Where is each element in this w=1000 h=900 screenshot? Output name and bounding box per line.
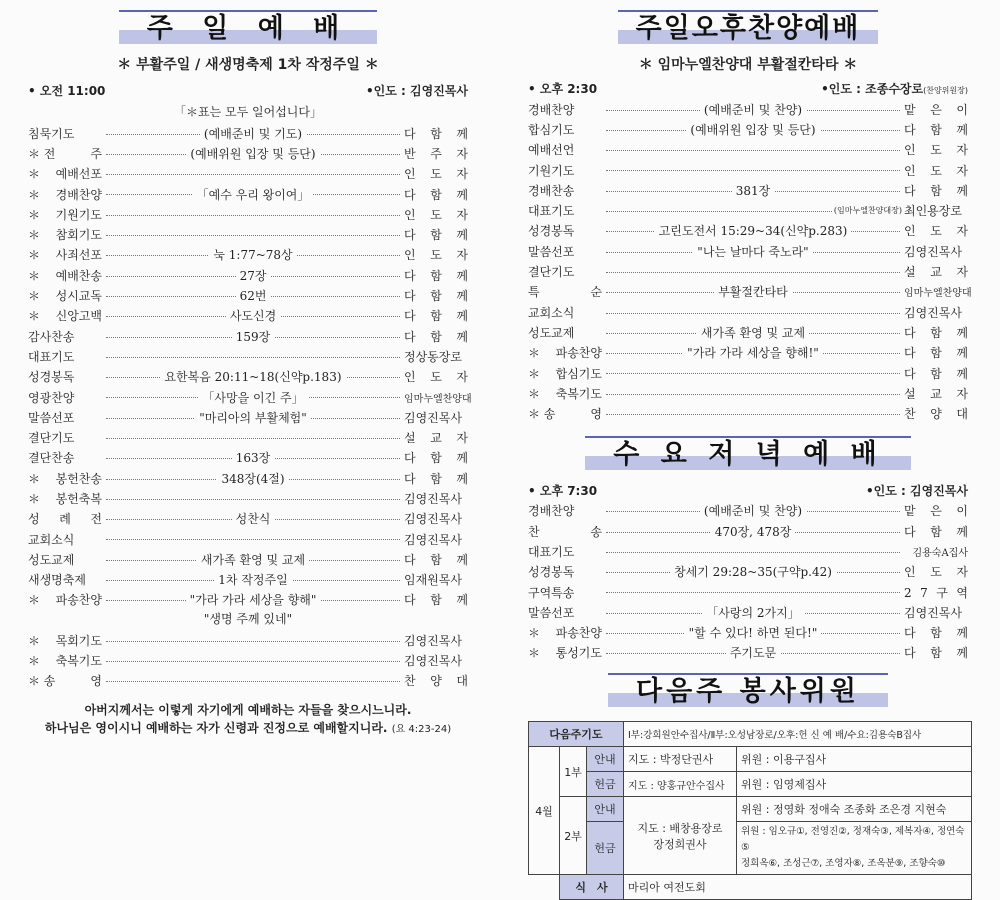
order-detail: 470장, 478장 xyxy=(711,523,796,540)
order-person: 다 함 께 xyxy=(404,268,468,283)
order-detail-line xyxy=(602,261,904,281)
order-row xyxy=(528,221,968,241)
order-row xyxy=(528,180,968,200)
order-person-note: (임마누엘찬양대장) xyxy=(833,206,902,216)
order-detail-line xyxy=(602,363,904,383)
order-label: ＊파송찬양 xyxy=(528,346,602,361)
order-detail-line xyxy=(102,630,404,650)
order-person: 다 함 께 xyxy=(904,524,968,539)
order-detail-line xyxy=(602,180,904,200)
order-row xyxy=(28,407,468,427)
order-row xyxy=(528,200,968,220)
order-person: 다 함 께 xyxy=(404,309,468,324)
order-row xyxy=(528,541,968,561)
sunday-service-column xyxy=(28,0,472,739)
order-label: 결단기도 xyxy=(28,431,75,446)
order-detail: (예배위원 입장 및 등단) xyxy=(186,145,319,162)
order-label: ＊축복기도 xyxy=(28,654,102,669)
order-detail-line xyxy=(102,224,404,244)
order-person: 다 함 께 xyxy=(404,289,468,304)
order-label: 경배찬양 xyxy=(528,102,575,117)
order-row xyxy=(28,468,468,488)
order-label: 감사찬송 xyxy=(28,329,75,344)
order-detail: (예배위원 입장 및 등단) xyxy=(686,121,819,138)
order-detail: 눅 1:77~78상 xyxy=(209,246,296,263)
p2-offering-members: 위원 : 임오규①, 전영진②, 정재숙③, 제복자④, 정연숙⑤ 정희옥⑥, 조성근⑦, 조영자⑧, 조옥분⑨, 조향숙⑩ xyxy=(737,822,972,875)
service-time: • 오전 11:00 xyxy=(28,84,106,98)
order-detail: "나는 날마다 죽노라" xyxy=(693,243,812,260)
order-person: 김영진목사 xyxy=(404,633,462,648)
order-label: ＊합심기도 xyxy=(528,366,602,381)
order-detail-line xyxy=(602,643,904,663)
p2-leaders: 지도 : 배창용장로 장정희권사 xyxy=(624,797,737,875)
order-row xyxy=(28,326,468,346)
order-detail: 부활절칸타타 xyxy=(714,283,792,300)
order-person: 김영진목사 xyxy=(904,605,962,620)
order-person: 임마누엘찬양대 xyxy=(404,393,472,405)
order-label: 교회소식 xyxy=(28,532,75,547)
order-label: ＊축복기도 xyxy=(528,386,602,401)
order-detail-line xyxy=(602,623,904,643)
order-label: 예배선언 xyxy=(528,143,575,158)
order-detail: 고린도전서 15:29~34(신약p.283) xyxy=(655,222,852,239)
order-person: 임재원목사 xyxy=(404,573,462,588)
order-detail-line xyxy=(102,164,404,184)
order-person: 설 교 자 xyxy=(904,265,968,280)
order-detail-line xyxy=(602,521,904,541)
order-label: 침묵기도 xyxy=(28,126,75,141)
closing-verse-ref: (요 4:23-24) xyxy=(391,724,452,736)
order-row xyxy=(28,265,468,285)
order-person: 다 함 께 xyxy=(904,183,968,198)
p2-guide-row xyxy=(529,797,972,822)
order-detail-line xyxy=(602,562,904,582)
order-row xyxy=(28,570,468,590)
order-row xyxy=(28,650,468,670)
order-row xyxy=(528,521,968,541)
order-detail-line xyxy=(602,200,904,220)
order-detail-line xyxy=(602,282,904,302)
order-detail-line xyxy=(102,407,404,427)
order-label: 교회소식 xyxy=(528,305,575,320)
meal-value: 마리아 여전도회 xyxy=(624,875,972,900)
volunteers-title: 다음주 봉사위원 xyxy=(608,673,888,711)
order-detail: (예배준비 및 찬양) xyxy=(700,101,806,118)
order-person: 다 함 께 xyxy=(404,552,468,567)
wednesday-service-info xyxy=(528,482,968,499)
order-detail-line xyxy=(602,302,904,322)
order-label: ＊예배찬송 xyxy=(28,268,102,283)
order-row xyxy=(28,549,468,569)
order-row xyxy=(528,99,968,119)
order-label: 찬 송 xyxy=(528,524,602,539)
order-detail-line xyxy=(102,509,404,529)
meal-label: 식 사 xyxy=(560,875,624,900)
order-detail-line xyxy=(102,285,404,305)
order-label: ＊송 영 xyxy=(528,407,602,422)
order-detail-line xyxy=(102,529,404,549)
order-row xyxy=(28,184,468,204)
order-person: 다 함 께 xyxy=(904,325,968,340)
order-person: 김영진목사 xyxy=(904,244,962,259)
order-label: ＊경배찬양 xyxy=(28,187,102,202)
order-person: 인 도 자 xyxy=(404,207,468,222)
order-row xyxy=(528,562,968,582)
order-row xyxy=(528,383,968,403)
order-detail-line xyxy=(102,427,404,447)
wednesday-service-title: 수 요 저 녁 예 배 xyxy=(585,436,911,474)
order-detail: 1차 작정주일 xyxy=(214,571,291,588)
order-detail: 27장 xyxy=(236,267,271,284)
order-detail-line xyxy=(102,488,404,508)
order-detail: 사도신경 xyxy=(226,307,280,324)
order-detail-line xyxy=(602,322,904,342)
afternoon-service-column xyxy=(528,0,972,900)
afternoon-leader-name: •인도 : 조종수장로 xyxy=(821,82,924,96)
order-label: ＊파송찬양 xyxy=(28,593,102,608)
order-detail: 159장 xyxy=(232,328,275,345)
order-person: 다 함 께 xyxy=(404,471,468,486)
order-detail-line xyxy=(102,448,404,468)
order-detail: 62번 xyxy=(236,287,271,304)
order-detail-line xyxy=(602,501,904,521)
order-label: ＊봉헌찬송 xyxy=(28,471,102,486)
order-detail-line xyxy=(602,403,904,423)
order-label: 성경봉독 xyxy=(28,370,75,385)
order-label: ＊성시교독 xyxy=(28,289,102,304)
order-person: 다 함 께 xyxy=(404,187,468,202)
p1-guide-row xyxy=(529,747,972,772)
sunday-service-title-wrap xyxy=(28,10,468,48)
p2-offering-row xyxy=(529,822,972,875)
order-detail: 주기도문 xyxy=(726,644,780,661)
order-person: 최인용장로 xyxy=(904,204,962,219)
order-detail-line xyxy=(602,582,904,602)
order-detail-line xyxy=(602,541,904,561)
order-row xyxy=(528,501,968,521)
closing-verse-line1: 아버지께서는 이렇게 자기에게 예배하는 자들을 찾으시느니라. xyxy=(84,703,412,718)
order-row xyxy=(28,245,468,265)
order-person: 다 함 께 xyxy=(404,593,468,608)
order-person: 다 함 께 xyxy=(904,366,968,381)
order-detail-line xyxy=(102,306,404,326)
order-person: 찬 양 대 xyxy=(404,674,468,689)
order-detail-line xyxy=(602,119,904,139)
part2-cell: 2부 xyxy=(560,797,587,875)
order-label: ＊파송찬양 xyxy=(528,626,602,641)
order-row xyxy=(528,643,968,663)
order-label: 기원기도 xyxy=(528,163,575,178)
order-label: 영광찬양 xyxy=(28,390,75,405)
order-person: 김영진목사 xyxy=(404,512,462,527)
order-row xyxy=(28,590,468,610)
afternoon-service-title: 주일오후찬양예배 xyxy=(618,10,879,48)
order-detail: "가라 가라 세상을 향해" xyxy=(186,591,321,608)
order-label: 성경봉독 xyxy=(528,224,575,239)
order-row xyxy=(28,448,468,468)
order-row xyxy=(28,671,468,691)
afternoon-service-title-wrap xyxy=(528,10,968,48)
order-label: ＊송 영 xyxy=(28,674,102,689)
order-detail-line xyxy=(102,123,404,143)
order-detail-line xyxy=(602,241,904,261)
afternoon-order-list xyxy=(528,99,972,424)
sunday-order-list xyxy=(28,123,472,610)
wednesday-service-title-wrap xyxy=(528,436,968,474)
p2-guide-label: 안내 xyxy=(587,797,624,822)
order-detail: 「사랑의 2가지」 xyxy=(702,604,803,621)
order-person: 다 함 께 xyxy=(904,346,968,361)
order-row xyxy=(28,164,468,184)
order-person: 다 함 께 xyxy=(904,646,968,661)
order-person: 김영진목사 xyxy=(904,305,962,320)
order-row xyxy=(528,363,968,383)
order-label: 경배찬송 xyxy=(528,183,575,198)
volunteers-title-wrap xyxy=(528,673,968,711)
order-row xyxy=(28,529,468,549)
order-detail: 381장 xyxy=(732,182,775,199)
order-person: 다 함 께 xyxy=(404,228,468,243)
sunday-service-info xyxy=(28,82,468,99)
order-detail-line xyxy=(102,143,404,163)
order-label: 성도교제 xyxy=(528,325,575,340)
next-prayer-label: 다음주기도 xyxy=(529,722,624,747)
order-row xyxy=(28,306,468,326)
order-person: 찬 양 대 xyxy=(904,407,968,422)
order-row xyxy=(528,282,972,302)
order-person: 다 함 께 xyxy=(404,451,468,466)
order-label: 합심기도 xyxy=(528,122,575,137)
order-row xyxy=(528,582,968,602)
order-row xyxy=(28,427,468,447)
order-person: 김영진목사 xyxy=(404,410,462,425)
order-detail: "가라 가라 세상을 향해!" xyxy=(683,344,823,361)
order-label: 성도교제 xyxy=(28,552,75,567)
order-person: 맡 은 이 xyxy=(904,504,968,519)
order-person: 김용숙A집사 xyxy=(912,547,968,559)
order-person: 인 도 자 xyxy=(904,163,968,178)
order-row xyxy=(528,343,968,363)
order-row xyxy=(528,322,968,342)
p1-guide-leader: 지도 : 박정단권사 xyxy=(624,747,737,772)
order-detail-line xyxy=(602,160,904,180)
order-row xyxy=(28,367,468,387)
order-detail: 「사망을 이긴 주」 xyxy=(198,389,307,406)
order-detail: "할 수 있다! 하면 된다!" xyxy=(685,624,822,641)
p1-offering-label: 헌금 xyxy=(587,772,624,797)
order-person: 다 함 께 xyxy=(404,329,468,344)
month-cell: 4월 xyxy=(529,747,560,875)
order-row xyxy=(28,488,468,508)
order-label: ＊기원기도 xyxy=(28,207,102,222)
order-detail: (예배준비 및 찬양) xyxy=(700,502,806,519)
order-detail: 163장 xyxy=(232,449,275,466)
afternoon-time: • 오후 2:30 xyxy=(528,82,598,96)
order-detail-line xyxy=(102,671,404,691)
order-detail-line xyxy=(102,650,404,670)
order-person: 인 도 자 xyxy=(904,143,968,158)
order-detail: 새가족 환영 및 교제 xyxy=(197,551,309,568)
meal-row xyxy=(529,875,972,900)
part1-cell: 1부 xyxy=(560,747,587,797)
order-person: 정상동장로 xyxy=(404,349,462,364)
order-detail: 창세기 29:28~35(구약p.42) xyxy=(670,563,836,580)
order-person: 인 도 자 xyxy=(904,224,968,239)
order-row xyxy=(28,630,468,650)
order-person: 2 7 구 역 xyxy=(904,585,968,600)
order-row xyxy=(528,302,968,322)
order-person: 맡 은 이 xyxy=(904,102,968,117)
order-detail: (예배준비 및 기도) xyxy=(200,125,306,142)
order-label: 성경봉독 xyxy=(528,565,575,580)
volunteers-table xyxy=(528,721,972,900)
order-detail-line xyxy=(102,387,404,407)
order-label: 대표기도 xyxy=(528,544,575,559)
order-detail-line xyxy=(102,367,404,387)
sunday-service-title: 주 일 예 배 xyxy=(119,10,378,48)
order-detail-line xyxy=(102,590,404,610)
order-detail: "마리아의 부활체험" xyxy=(195,409,311,426)
order-label: 새생명축제 xyxy=(28,573,86,588)
order-row xyxy=(28,204,468,224)
afternoon-leader-note: (찬양위원장) xyxy=(923,86,968,95)
order-person: 김영진목사 xyxy=(404,532,462,547)
order-row xyxy=(28,509,468,529)
order-person: 다 함 께 xyxy=(904,122,968,137)
wednesday-order-list xyxy=(528,501,968,663)
order-row xyxy=(28,285,468,305)
order-row xyxy=(528,241,968,261)
order-detail-line xyxy=(102,549,404,569)
order-row xyxy=(528,119,968,139)
order-label: ＊목회기도 xyxy=(28,633,102,648)
order-detail: 성찬식 xyxy=(232,510,275,527)
order-label: ＊예배선포 xyxy=(28,167,102,182)
service-leader: •인도 : 김영진목사 xyxy=(366,84,468,98)
order-person: 다 함 께 xyxy=(404,126,468,141)
order-row xyxy=(528,140,968,160)
order-detail-line xyxy=(102,245,404,265)
order-detail-line xyxy=(602,221,904,241)
order-detail-line xyxy=(102,184,404,204)
wednesday-time: • 오후 7:30 xyxy=(528,483,598,498)
next-prayer-value: Ⅰ부:강희원안수집사/Ⅱ부:오성남장로/오후:헌 신 예 배/수요:김용숙B집사 xyxy=(624,722,972,747)
p1-offering-leader: 지도 : 양홍규안수집사 xyxy=(624,772,737,797)
afternoon-leader xyxy=(821,80,968,97)
order-person: 반 주 자 xyxy=(404,146,468,161)
order-row xyxy=(28,346,468,366)
order-detail: 348장(4절) xyxy=(217,470,288,487)
order-person: 인 도 자 xyxy=(404,370,468,385)
order-person: 인 도 자 xyxy=(904,565,968,580)
order-label: 말씀선포 xyxy=(528,605,575,620)
order-row xyxy=(528,403,968,423)
order-person: 설 교 자 xyxy=(404,431,468,446)
meal-spacer xyxy=(529,875,560,900)
p1-offering-member: 위원 : 임영제집사 xyxy=(737,772,972,797)
order-label: 대표기도 xyxy=(28,349,75,364)
afternoon-service-subtitle: ＊ 임마누엘찬양대 부활절칸타타 ＊ xyxy=(638,57,858,73)
closing-verse xyxy=(28,701,468,739)
p1-offering-row xyxy=(529,772,972,797)
p2-offering-label: 헌금 xyxy=(587,822,624,875)
order-label: 결단찬송 xyxy=(28,451,75,466)
order-label: ＊참회기도 xyxy=(28,228,102,243)
order-row xyxy=(28,387,472,407)
wednesday-leader: •인도 : 김영진목사 xyxy=(866,483,968,498)
order-row xyxy=(528,160,968,180)
order-row xyxy=(28,143,468,163)
standing-note: 「＊표는 모두 일어섭니다」 xyxy=(174,105,322,119)
order-person: 설 교 자 xyxy=(904,386,968,401)
order-person: 김영진목사 xyxy=(404,654,462,669)
order-row xyxy=(528,602,968,622)
closing-verse-line2 xyxy=(28,719,468,739)
sending-song-continued: "생명 주께 있네" xyxy=(203,612,293,627)
afternoon-service-info xyxy=(528,80,968,97)
order-label: ＊봉헌축복 xyxy=(28,491,102,506)
closing-verse-line2-text: 하나님은 영이시니 예배하는 자가 신령과 진정으로 예배할지니라. xyxy=(44,721,388,736)
sunday-service-subtitle: ＊ 부활주일 / 새생명축제 1차 작정주일 ＊ xyxy=(117,57,379,73)
order-label: ＊통성기도 xyxy=(528,646,602,661)
order-label: 구역특송 xyxy=(528,585,575,600)
order-detail-line xyxy=(602,343,904,363)
p2-guide-members: 위원 : 정영화 정애숙 조종화 조은경 지현숙 xyxy=(737,797,972,822)
order-person: 인 도 자 xyxy=(404,167,468,182)
p1-guide-label: 안내 xyxy=(587,747,624,772)
next-prayer-row xyxy=(529,722,972,747)
p1-guide-member: 위원 : 이용구집사 xyxy=(737,747,972,772)
order-row xyxy=(528,623,968,643)
order-detail-line xyxy=(602,140,904,160)
order-person: 인 도 자 xyxy=(404,248,468,263)
order-detail: 「예수 우리 왕이여」 xyxy=(193,186,314,203)
order-label: 특 순 xyxy=(528,285,602,300)
order-person: 다 함 께 xyxy=(904,626,968,641)
order-detail-line xyxy=(102,346,404,366)
order-label: 경배찬양 xyxy=(528,504,575,519)
order-label: 성 례 전 xyxy=(28,512,102,527)
order-label: ＊사죄선포 xyxy=(28,248,102,263)
order-detail-line xyxy=(102,204,404,224)
order-label: 결단기도 xyxy=(528,265,575,280)
order-label: ＊전 주 xyxy=(28,146,102,161)
order-label: ＊신앙고백 xyxy=(28,309,102,324)
order-detail-line xyxy=(602,99,904,119)
order-detail: 새가족 환영 및 교제 xyxy=(697,324,809,341)
order-person: 임마누엘찬양대 xyxy=(904,288,972,300)
order-row xyxy=(28,224,468,244)
order-label: 말씀선포 xyxy=(528,244,575,259)
order-detail-line xyxy=(102,570,404,590)
order-label: 말씀선포 xyxy=(28,410,75,425)
order-detail-line xyxy=(602,602,904,622)
order-label: 대표기도 xyxy=(528,204,575,219)
order-detail: 요한복음 20:11~18(신약p.183) xyxy=(160,368,345,385)
order-row xyxy=(28,123,468,143)
order-detail-line xyxy=(102,326,404,346)
order-detail-line xyxy=(102,468,404,488)
order-person: 김영진목사 xyxy=(404,491,462,506)
order-row xyxy=(528,261,968,281)
order-detail-line xyxy=(102,265,404,285)
order-detail-line xyxy=(602,383,904,403)
sunday-order-list-end xyxy=(28,630,468,691)
